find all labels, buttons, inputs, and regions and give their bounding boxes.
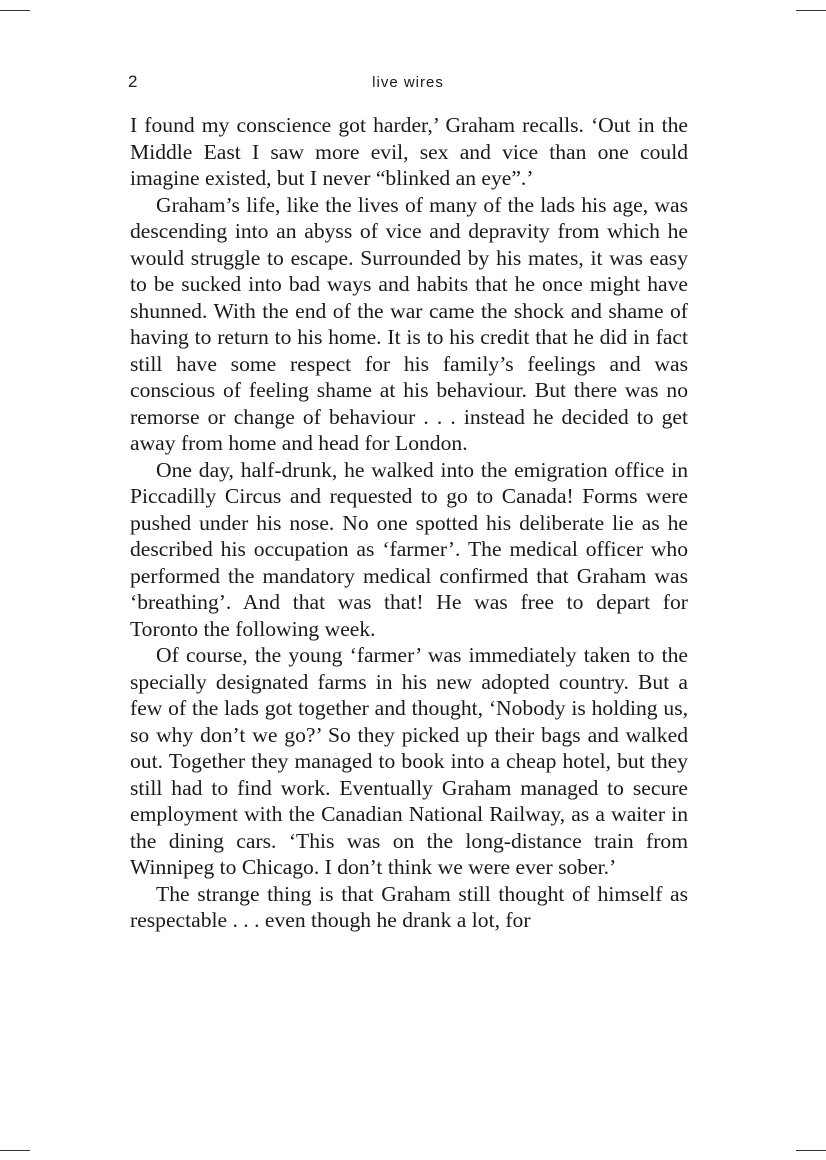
paragraph: Of course, the young ‘farmer’ was immediately taken to the specially designated farms in his new adopted country. But a few of the lads got together and thought, ‘Nobody is holding us, so why don’t we go?’ So they picked up their bags and walked out. Together they managed to book into a cheap hotel, but they still had to find work. Eventually Graham managed to secure employment with the Canadian National Railway, as a waiter in the dining cars. ‘This was on the long-distance train from Winnipeg to Chicago. I don’t think we were ever sober.’ — [130, 643, 688, 879]
paragraph: One day, half-drunk, he walked into the emigration office in Piccadilly Circus and requested to go to Canada! Forms were pushed under his nose. No one spotted his deliberate lie as he described his occupation as ‘farmer’. The medical officer who performed the mandatory medical confirmed that Graham was ‘breathing’. And that was that! He was free to depart for Toronto the following week. — [130, 457, 688, 641]
crop-mark-bottom-right — [796, 1150, 826, 1151]
paragraph: The strange thing is that Graham still thought of himself as respectable . . . even though he drank a lot, for — [130, 881, 688, 932]
running-head — [128, 72, 688, 96]
body-text — [130, 112, 688, 934]
running-title: live wires — [372, 74, 444, 91]
crop-mark-top-left — [0, 10, 30, 11]
crop-mark-top-right — [796, 10, 826, 11]
paragraph: I found my conscience got harder,’ Graham recalls. ‘Out in the Middle East I saw more evil, sex and vice than one could imagine existed, but I never “blinked an eye”.’ — [130, 113, 688, 190]
paragraph: Graham’s life, like the lives of many of the lads his age, was descending into an abyss of vice and depravity from which he would struggle to escape. Surrounded by his mates, it was easy to be sucked into bad ways and habits that he once might have shunned. With the end of the war came the shock and shame of having to return to his home. It is to his credit that he did in fact still have some respect for his family’s feelings and was conscious of feeling shame at his behaviour. But there was no remorse or change of behaviour . . . instead he decided to get away from home and head for London. — [130, 192, 688, 455]
crop-mark-bottom-left — [0, 1150, 30, 1151]
page-number: 2 — [128, 72, 138, 91]
